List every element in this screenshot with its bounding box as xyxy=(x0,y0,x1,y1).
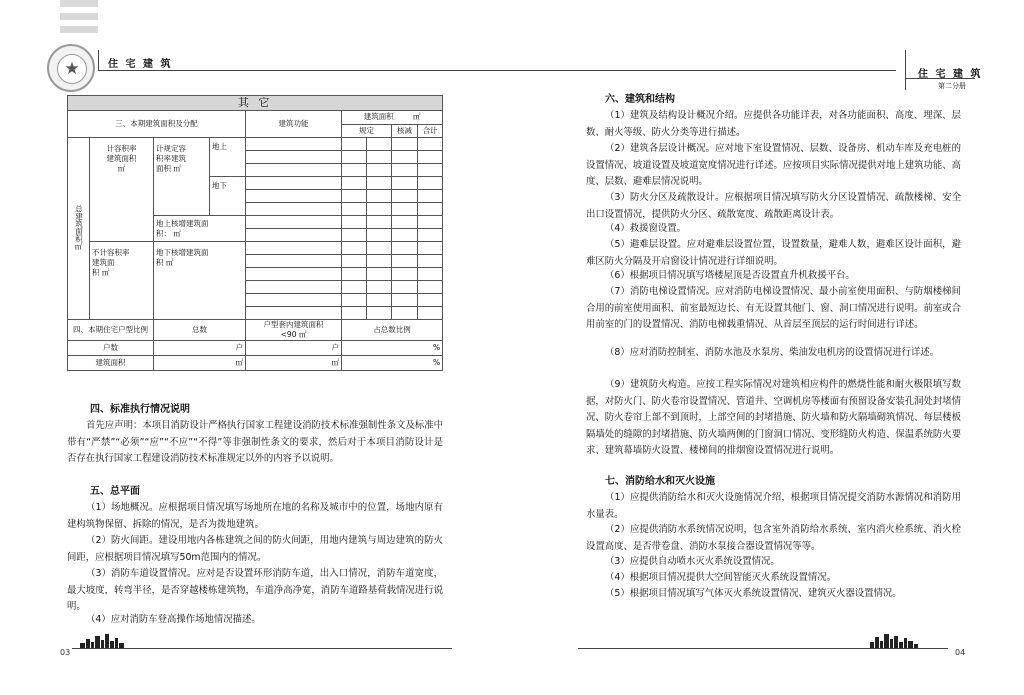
ratio-label: 四、本期住宅户型比例 xyxy=(68,320,154,341)
above-ground-label: 地上 xyxy=(210,138,246,177)
area-header xyxy=(342,111,443,125)
section-6-paragraph-4: （4）救援窗设置。 xyxy=(605,223,686,234)
section-6-paragraph-2: （2）建筑各层设计概况。应对地下室设置情况、层数、设备房、机动车库及充电桩的设置情况、坡道设置及坡道宽度情况进行详述。应按项目实际情况提供对地上建筑功能、高度、层数、避难层情况说明。 xyxy=(586,143,962,188)
ratio-share-header: 占总数比例 xyxy=(342,320,443,341)
section-5-title: 五、总平面 xyxy=(90,486,140,497)
section-4-title: 四、标准执行情况说明 xyxy=(90,404,190,415)
right-header-subtitle: 第二分册 xyxy=(938,82,966,90)
header-decoration-strip xyxy=(60,26,98,33)
ratio-total-header: 总数 xyxy=(154,320,246,341)
function-header: 建筑功能 xyxy=(246,111,342,138)
section-5-paragraph-3: （3）消防车道设置情况。应对是否设置环形消防车道，出入口情况，消防车道宽度，最大坡度，转弯半径，是否穿越楼栋建筑物，车道净高净宽，消防车道路基荷载情况进行说明。 xyxy=(67,568,443,613)
far-counted-label: 计容积率 建筑面积 ㎡ xyxy=(90,138,154,242)
area-row-unit: ㎡ xyxy=(246,356,342,371)
section-6-paragraph-7: （7）消防电梯设置情况。应对消防电梯设置情况、最小前室使用面积、与防烟楼梯间合用的前室使用面积、前室最短边长、有无设置其他门、窗、洞口情况进行说明。前室或合用前室的门的设置情况、消防电梯载重情况、从首层至顶层的运行时间进行详述。 xyxy=(586,286,962,331)
section-6-paragraph-9: （9）建筑防火构造。应按工程实际情况对建筑相应构件的燃烧性能和耐火极限填写数据，对防火门、防火卷帘设置情况、管道井、空调机房等楼面有预留设备安装孔洞处封堵情况、防火卷帘上部不到顶时，上部空间的封堵措施、防火墙和防火隔墙砌筑情况、每层楼板隔墙处的缝隙的封堵措施、防火墙两侧的门窗洞口情况、变形缝防火构造、保温系统防火要求、建筑幕墙防火设置、楼梯间的排烟窗设置情况进行说明。 xyxy=(586,379,962,457)
area-row-label: 建筑面积 xyxy=(68,356,154,371)
section-5-paragraph-2: （2）防火间距。建设用地内各栋建筑之间的防火间距，用地内建筑与周边建筑的防火间距，应根据项目情况填写50m范围内的情况。 xyxy=(67,535,443,563)
far-prescribed-label: 计规定容 积率建筑 面积 ㎡ xyxy=(154,138,210,216)
section-7-paragraph-3: （3）应提供自动喷水灭火系统设置情况。 xyxy=(605,556,780,567)
section-6-paragraph-3: （3）防火分区及疏散设计。应根据项目情况填写防火分区设置情况、疏散楼梯、安全出口设置情况，提供防火分区、疏散宽度、疏散距离设计表。 xyxy=(586,192,961,220)
skyline-icon xyxy=(870,634,925,648)
households-unit: 户 xyxy=(154,341,246,356)
area-table xyxy=(67,95,443,371)
table-title: 其 它 xyxy=(68,96,443,111)
below-ground-label: 地下 xyxy=(210,177,246,216)
section-7-paragraph-2: （2）应提供消防水系统情况说明，包含室外消防给水系统、室内消火栓系统、消火栓设置高度、是否带卷盘、消防水泵接合器设置情况等等。 xyxy=(586,524,961,552)
logo xyxy=(47,44,95,92)
below-added-label: 地下核增建筑面 积 ㎡ xyxy=(154,242,246,320)
area-row-percent: % xyxy=(342,356,443,371)
section-7-title: 七、消防给水和灭火设施 xyxy=(605,476,715,487)
right-page-number: 04 xyxy=(955,648,966,657)
area-unit: ㎡ xyxy=(412,112,421,122)
header-rule xyxy=(98,70,896,71)
section-6-paragraph-6: （6）根据项目情况填写塔楼屋顶是否设置直升机救援平台。 xyxy=(605,270,855,281)
area-label: 建筑面积 xyxy=(363,112,394,122)
ratio-unit-type-header: 户型套内建筑面积 <90 ㎡ xyxy=(246,320,342,341)
above-added-label: 地上核增建筑面 积： ㎡ xyxy=(154,216,246,242)
header-divider xyxy=(98,50,99,70)
total-area-unit: ㎡ xyxy=(74,242,83,252)
section-5-paragraph-1: （1）场地概况。应根据项目情况填写场地所在地的名称及城市中的位置，场地内原有建构筑物保留、拆除的情况，是否为拨地建筑。 xyxy=(67,502,443,530)
left-page-number: 03 xyxy=(60,648,71,657)
distribution-header: 三、本期建筑面积及分配 xyxy=(68,111,246,138)
section-6-title: 六、建筑和结构 xyxy=(605,94,675,105)
footer-rule-left xyxy=(72,648,452,649)
skyline-icon xyxy=(80,634,130,648)
far-not-counted-label: 不计容积率 建筑面 积 ㎡ xyxy=(90,242,154,320)
total-header: 合计 xyxy=(418,124,443,138)
header-decoration-strip xyxy=(60,0,98,7)
reduction-header: 核减 xyxy=(392,124,418,138)
section-7-paragraph-5: （5）根据项目情况填写气体灭火系统设置情况、建筑灭火器设置情况。 xyxy=(605,588,902,599)
footer-rule-right xyxy=(578,648,948,649)
section-7-paragraph-1: （1）应提供消防给水和灭火设施情况介绍，根据项目情况提交消防水源情况和消防用水量表。 xyxy=(586,492,961,520)
right-header-title: 住 宅 建 筑 xyxy=(918,69,983,80)
households-percent: % xyxy=(342,341,443,356)
section-6-paragraph-8: （8）应对消防控制室、消防水池及水泵房、柴油发电机房的设置情况进行详述。 xyxy=(605,347,940,358)
total-area-label: 总建筑面积 xyxy=(74,204,84,243)
header-divider xyxy=(905,50,906,90)
total-area-cell xyxy=(68,138,90,320)
header-decoration-strip xyxy=(60,13,98,20)
section-7-paragraph-4: （4）根据项目情况提供大空间智能灭火系统设置情况。 xyxy=(605,572,836,583)
planned-header: 规定 xyxy=(342,124,392,138)
section-5-paragraph-4: （4）应对消防车登高操作场地情况描述。 xyxy=(86,614,261,625)
star-emblem-icon: ★ xyxy=(57,54,87,84)
area-row-unit: ㎡ xyxy=(154,356,246,371)
header-rule xyxy=(905,78,975,79)
left-header-title: 住 宅 建 筑 xyxy=(108,59,173,70)
section-4-paragraph: 首先应声明：本项目消防设计严格执行国家工程建设消防技术标准强制性条文及标准中带有“严禁”“必须”“应”“不应”“不得”等非强制性条文的要求，然后对于本项目消防设计是否存在执行国家工程建设消防技术标准规定以外的内容予以说明。 xyxy=(67,420,443,465)
households-label: 户数 xyxy=(68,341,154,356)
section-6-paragraph-5: （5）避难层设置。应对避难层设置位置，设置数量，避难人数，避难区设计面积，避难区防火分隔及开启窗设计情况进行详细说明。 xyxy=(586,239,961,267)
households-unit: 户 xyxy=(246,341,342,356)
section-6-paragraph-1: （1）建筑及结构设计概况介绍。应提供各功能详表，对各功能面积、高度、埋深、层数、耐火等级、防火分类等进行描述。 xyxy=(586,110,961,138)
